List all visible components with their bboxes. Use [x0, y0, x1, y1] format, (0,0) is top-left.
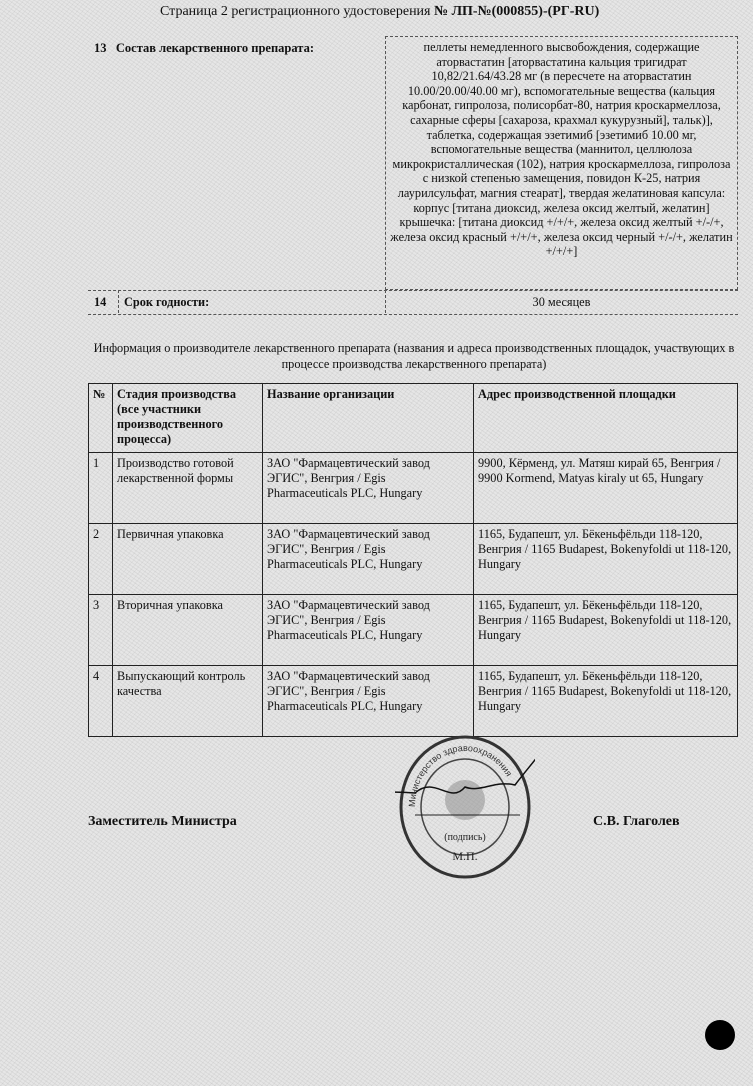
cell-stage: Первичная упаковка [113, 524, 263, 595]
cell-number: 2 [89, 524, 113, 595]
column-header: № [89, 384, 113, 453]
official-stamp [395, 735, 535, 880]
shelf-life-value: 30 месяцев [532, 295, 591, 309]
column-header: Название организации [263, 384, 474, 453]
cell-stage: Производство готовой лекарственной формы [113, 453, 263, 524]
scan-artifact-dot [705, 1020, 735, 1050]
section-number: 13 [94, 41, 107, 55]
cell-address: 1165, Будапешт, ул. Бёкеньфёльди 118-120, Венгрия / 1165 Budapest, Bokenyfoldi ut 118-120, Hungary [474, 595, 738, 666]
table-header-row [89, 384, 738, 453]
composition-text: пеллеты немедленного высвобождения, содержащие аторвастатин [аторвастатина кальция тригидрат 10,82/21.64/43.28 мг (в пересчете на аторвастатин 10.00/20.00/40.00 мг), вспомогательные вещества (кальция карбонат, гипролоза, полисорбат-80, натрия кроскармеллоза, сахарные сферы [сахароза, крахмал кукурузный], тальк)], таблетка, содержащая эзетимиб [эзетимиб 10.00 мг, вспомогательные вещества (маннитол, целлюлоза микрокристаллическая (102), натрия кроскармеллоза, гипролоза с низкой степенью замещения, повидон К-25, натрия лаурилсульфат, магния стеарат], твердая желатиновая капсула: корпус [титана диоксид, железа оксид желтый, желатин] крышечка: [титана диоксид +/+/+, железа оксид желтый +/-/+, железа оксид красный +/+/+, железа оксид черный +/-/+, желатин +/+/+] [385, 36, 738, 290]
cell-number: 3 [89, 595, 113, 666]
signatory-name: С.В. Глаголев [593, 814, 680, 829]
section-title: Состав лекарственного препарата: [115, 41, 315, 55]
certificate-number: № ЛП-№(000855)-(РГ-RU) [434, 4, 600, 19]
signatory-title: Заместитель Министра [88, 814, 237, 829]
section-13-label [94, 41, 314, 56]
svg-text:Министерство здравоохранения: Министерство здравоохранения [406, 742, 515, 808]
manufacturer-info-heading: Информация о производителе лекарственного препарата (названия и адреса производственных площадок, участвующих в процессе производства лекарственного препарата) [93, 341, 735, 371]
signature-caption: (подпись) [444, 832, 486, 843]
header-text: Страница 2 регистрационного удостоверения [160, 4, 434, 19]
cell-stage: Вторичная упаковка [113, 595, 263, 666]
cell-number: 4 [89, 666, 113, 737]
table-row [89, 524, 738, 595]
cell-organization: ЗАО "Фармацевтический завод ЭГИС", Венгрия / Egis Pharmaceuticals PLC, Hungary [263, 666, 474, 737]
cell-organization: ЗАО "Фармацевтический завод ЭГИС", Венгрия / Egis Pharmaceuticals PLC, Hungary [263, 595, 474, 666]
section-number: 14 [94, 295, 107, 309]
column-header: Адрес производственной площадки [474, 384, 738, 453]
cell-organization: ЗАО "Фармацевтический завод ЭГИС", Венгрия / Egis Pharmaceuticals PLC, Hungary [263, 524, 474, 595]
shelf-life-label: Срок годности: [124, 295, 210, 309]
cell-organization: ЗАО "Фармацевтический завод ЭГИС", Венгрия / Egis Pharmaceuticals PLC, Hungary [263, 453, 474, 524]
table-row [89, 453, 738, 524]
table-row [89, 666, 738, 737]
cell-address: 9900, Кёрменд, ул. Матяш кирай 65, Венгрия / 9900 Kormend, Matyas kiraly ut 65, Hungary [474, 453, 738, 524]
page-header [90, 4, 740, 20]
stamp-caption: М.П. [452, 849, 478, 863]
column-header: Стадия производства (все участники производственного процесса) [113, 384, 263, 453]
cell-address: 1165, Будапешт, ул. Бёкеньфёльди 118-120, Венгрия / 1165 Budapest, Bokenyfoldi ut 118-120, Hungary [474, 666, 738, 737]
cell-number: 1 [89, 453, 113, 524]
table-row [89, 595, 738, 666]
cell-address: 1165, Будапешт, ул. Бёкеньфёльди 118-120, Венгрия / 1165 Budapest, Bokenyfoldi ut 118-120, Hungary [474, 524, 738, 595]
cell-stage: Выпускающий контроль качества [113, 666, 263, 737]
divider [118, 290, 119, 313]
manufacturer-table [88, 383, 738, 737]
